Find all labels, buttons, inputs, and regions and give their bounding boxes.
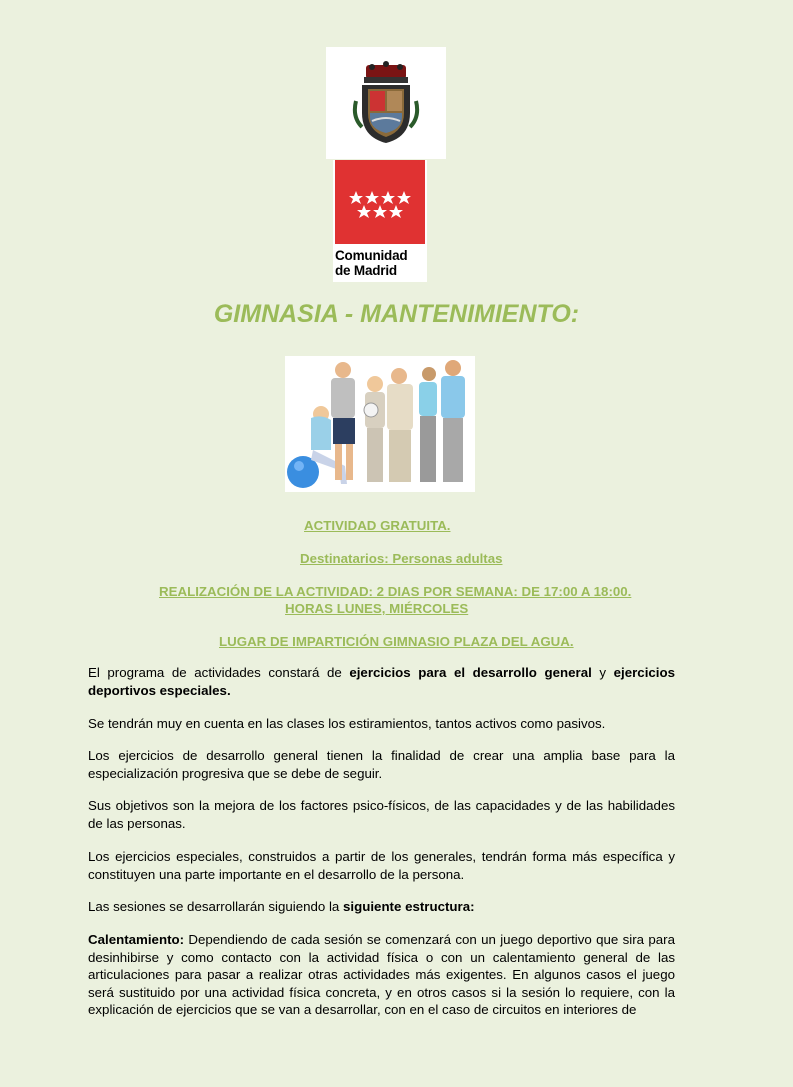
madrid-logo-line1: Comunidad: [335, 248, 408, 263]
coat-of-arms-logo: [326, 47, 446, 159]
place-label: LUGAR DE IMPARTICIÓN GIMNASIO PLAZA DEL AGUA.: [219, 634, 574, 649]
warmup-text: Dependiendo de cada sesión se comenzará con un juego deportivo que sira para desinhibirse y como contacto con la actividad física o con un calentamiento general de las articulaciones para pasar a realizar otras actividades más exigentes. En algunos casos el juego será sustituido por una actividad física concreta, y en otros casos si la sesión lo requiere, con la explicación de ejercicios que se van a desarrollar, con en el caso de circuitos en interiores de: [88, 932, 675, 1017]
people-exercising-icon: [285, 356, 475, 492]
paragraph-sessions: [88, 898, 675, 916]
p1-text-a: El programa de actividades constará de: [88, 665, 350, 680]
p6-text: Las sesiones se desarrollarán siguiendo la: [88, 899, 344, 914]
paragraph-program: [88, 664, 675, 699]
paragraph-general-exercises: Los ejercicios de desarrollo general tienen la finalidad de crear una amplia base para la especialización progresiva que se debe de seguir.: [88, 748, 675, 781]
crest-icon: [348, 61, 424, 147]
schedule-line-1: REALIZACIÓN DE LA ACTIVIDAD: 2 DIAS POR SEMANA: DE 17:00 A 18:00.: [159, 584, 632, 599]
paragraph-objectives: Sus objetivos son la mejora de los factores psico-físicos, de las capacidades y de las habilidades de las personas.: [88, 798, 675, 831]
p6-bold: siguiente estructura:: [343, 899, 475, 914]
p1-text-c: y: [591, 665, 614, 680]
paragraph-warmup: [88, 931, 675, 1019]
madrid-logo-text: [335, 248, 427, 278]
page-title: GIMNASIA - MANTENIMIENTO:: [213, 300, 580, 328]
comunidad-de-madrid-logo: [333, 160, 427, 282]
free-activity-label: ACTIVIDAD GRATUITA.: [304, 518, 451, 533]
schedule-line-2: HORAS LUNES, MIÉRCOLES: [285, 601, 469, 616]
target-audience-label: Destinatarios: Personas adultas: [300, 551, 503, 566]
p1-bold-general: ejercicios para el desarrollo general: [349, 665, 592, 680]
warmup-heading: Calentamiento:: [88, 932, 185, 947]
stars-icon: [335, 160, 425, 244]
group-photo: [285, 356, 475, 492]
paragraph-special-exercises: Los ejercicios especiales, construidos a partir de los generales, tendrán forma más específica y constituyen una parte importante en el desarrollo de la persona.: [88, 849, 675, 882]
madrid-flag: [335, 160, 425, 244]
madrid-logo-line2: de Madrid: [335, 263, 397, 278]
p1-bold-special: ejercicios deportivos especiales.: [88, 665, 675, 698]
paragraph-stretching: Se tendrán muy en cuenta en las clases los estiramientos, tantos activos como pasivos.: [88, 716, 606, 731]
